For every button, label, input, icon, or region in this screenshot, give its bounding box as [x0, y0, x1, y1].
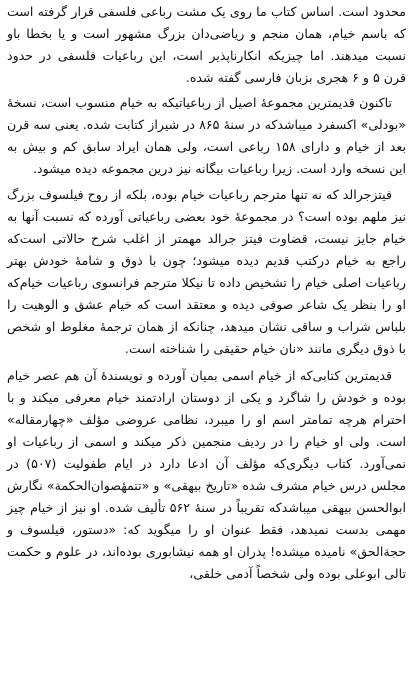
paragraph-2: تاکنون قدیمترین مجموعهٔ اصیل از رباعیاتیکه به خیام منسوب است، نسخهٔ «بودلی» اکسفرد میباشدکه در سنهٔ ۸۶۵ در شیراز کتابت شده. یعنی سه قرن بعد از خیام و دارای ۱۵۸ رباعی است، ولی همان ایراد سابق کم و بیش به این نسخه وارد است. زیرا رباعیات بیگانه نیز درین مجموعه دیده میشود.	[7, 95, 406, 176]
paragraph-4: قدیمترین کتابی‌که از خیام اسمی بمیان آورده و نویسندهٔ آن هم عصر خیام بوده و خودش را شاگرد و یکی از دوستان ارادتمند خیام معرفی میکند و با احترام هرچه تمامتر اسم او را میبرد، نظامی عروضی مؤلف «چهارمقاله» است. ولی او خیام را در ردیف منجمین ذکر میکند و اسمی از رباعیات او نمی‌آورد. کتاب دیگری‌که مؤلف آن ادعا دارد در ایام طفولیت (۵۰۷) در مجلس درس خیام مشرف شده «تاریخ بیهقی» و «تتمهٔصوان‌الحکمة» نگارش ابوالحسن بیهقی میباشدکه تقریباً در سنهٔ ۵۶۲ تألیف شده. او نیز از خیام چیز مهمی بدست نمیدهد، فقط عنوان او را میگوید که: «دستور، فیلسوف و حجة‌الحق» نامیده میشده! پدران او همه نیشابوری بوده‌اند، در علوم و حکمت تالی ابوعلی بوده ولی شخصاً آدمی خلقی،	[7, 368, 406, 581]
paragraph-1: محدود است. اساس کتاب ما روی یک مشت رباعی فلسفی قرار گرفته است که باسم خیام، همان منجم و ریاضی‌دان بزرگ مشهور است و یا بخطا باو نسبت میدهند. اما چیزیکه انکارناپذیر است، این رباعیات فلسفی در حدود قرن ۵ و ۶ هجری بزبان فارسی گفته شده.	[7, 4, 406, 85]
paragraph-3: فیتزجرالد که نه تنها مترجم رباعیات خیام بوده، بلکه از روح فیلسوف بزرگ نیز ملهم بوده است؟ در مجموعهٔ خود بعضی رباعیاتی آورده که نسبت آنها به خیام جایز نیست، قضاوت فیتز جرالد مهمتر از اغلب شرح حالاتی است‌که راجع به خیام درکتب قدیم دیده میشود؛ چون با ذوق و شامهٔ خودش بهتر رباعیات اصلی خیام را تشخیص داده تا نیکلا مترجم فرانسوی رباعیات خیام‌که او را بنظر یک شاعر صوفی دیده و معتقد است که خیام عشق و الوهیت را بلباس شراب و ساقی نشان میدهد، چنانکه از همان ترجمهٔ مغلوط او شخص با ذوق دیگری مانند «نان خیام حقیقی را شناخته است.	[7, 187, 406, 356]
